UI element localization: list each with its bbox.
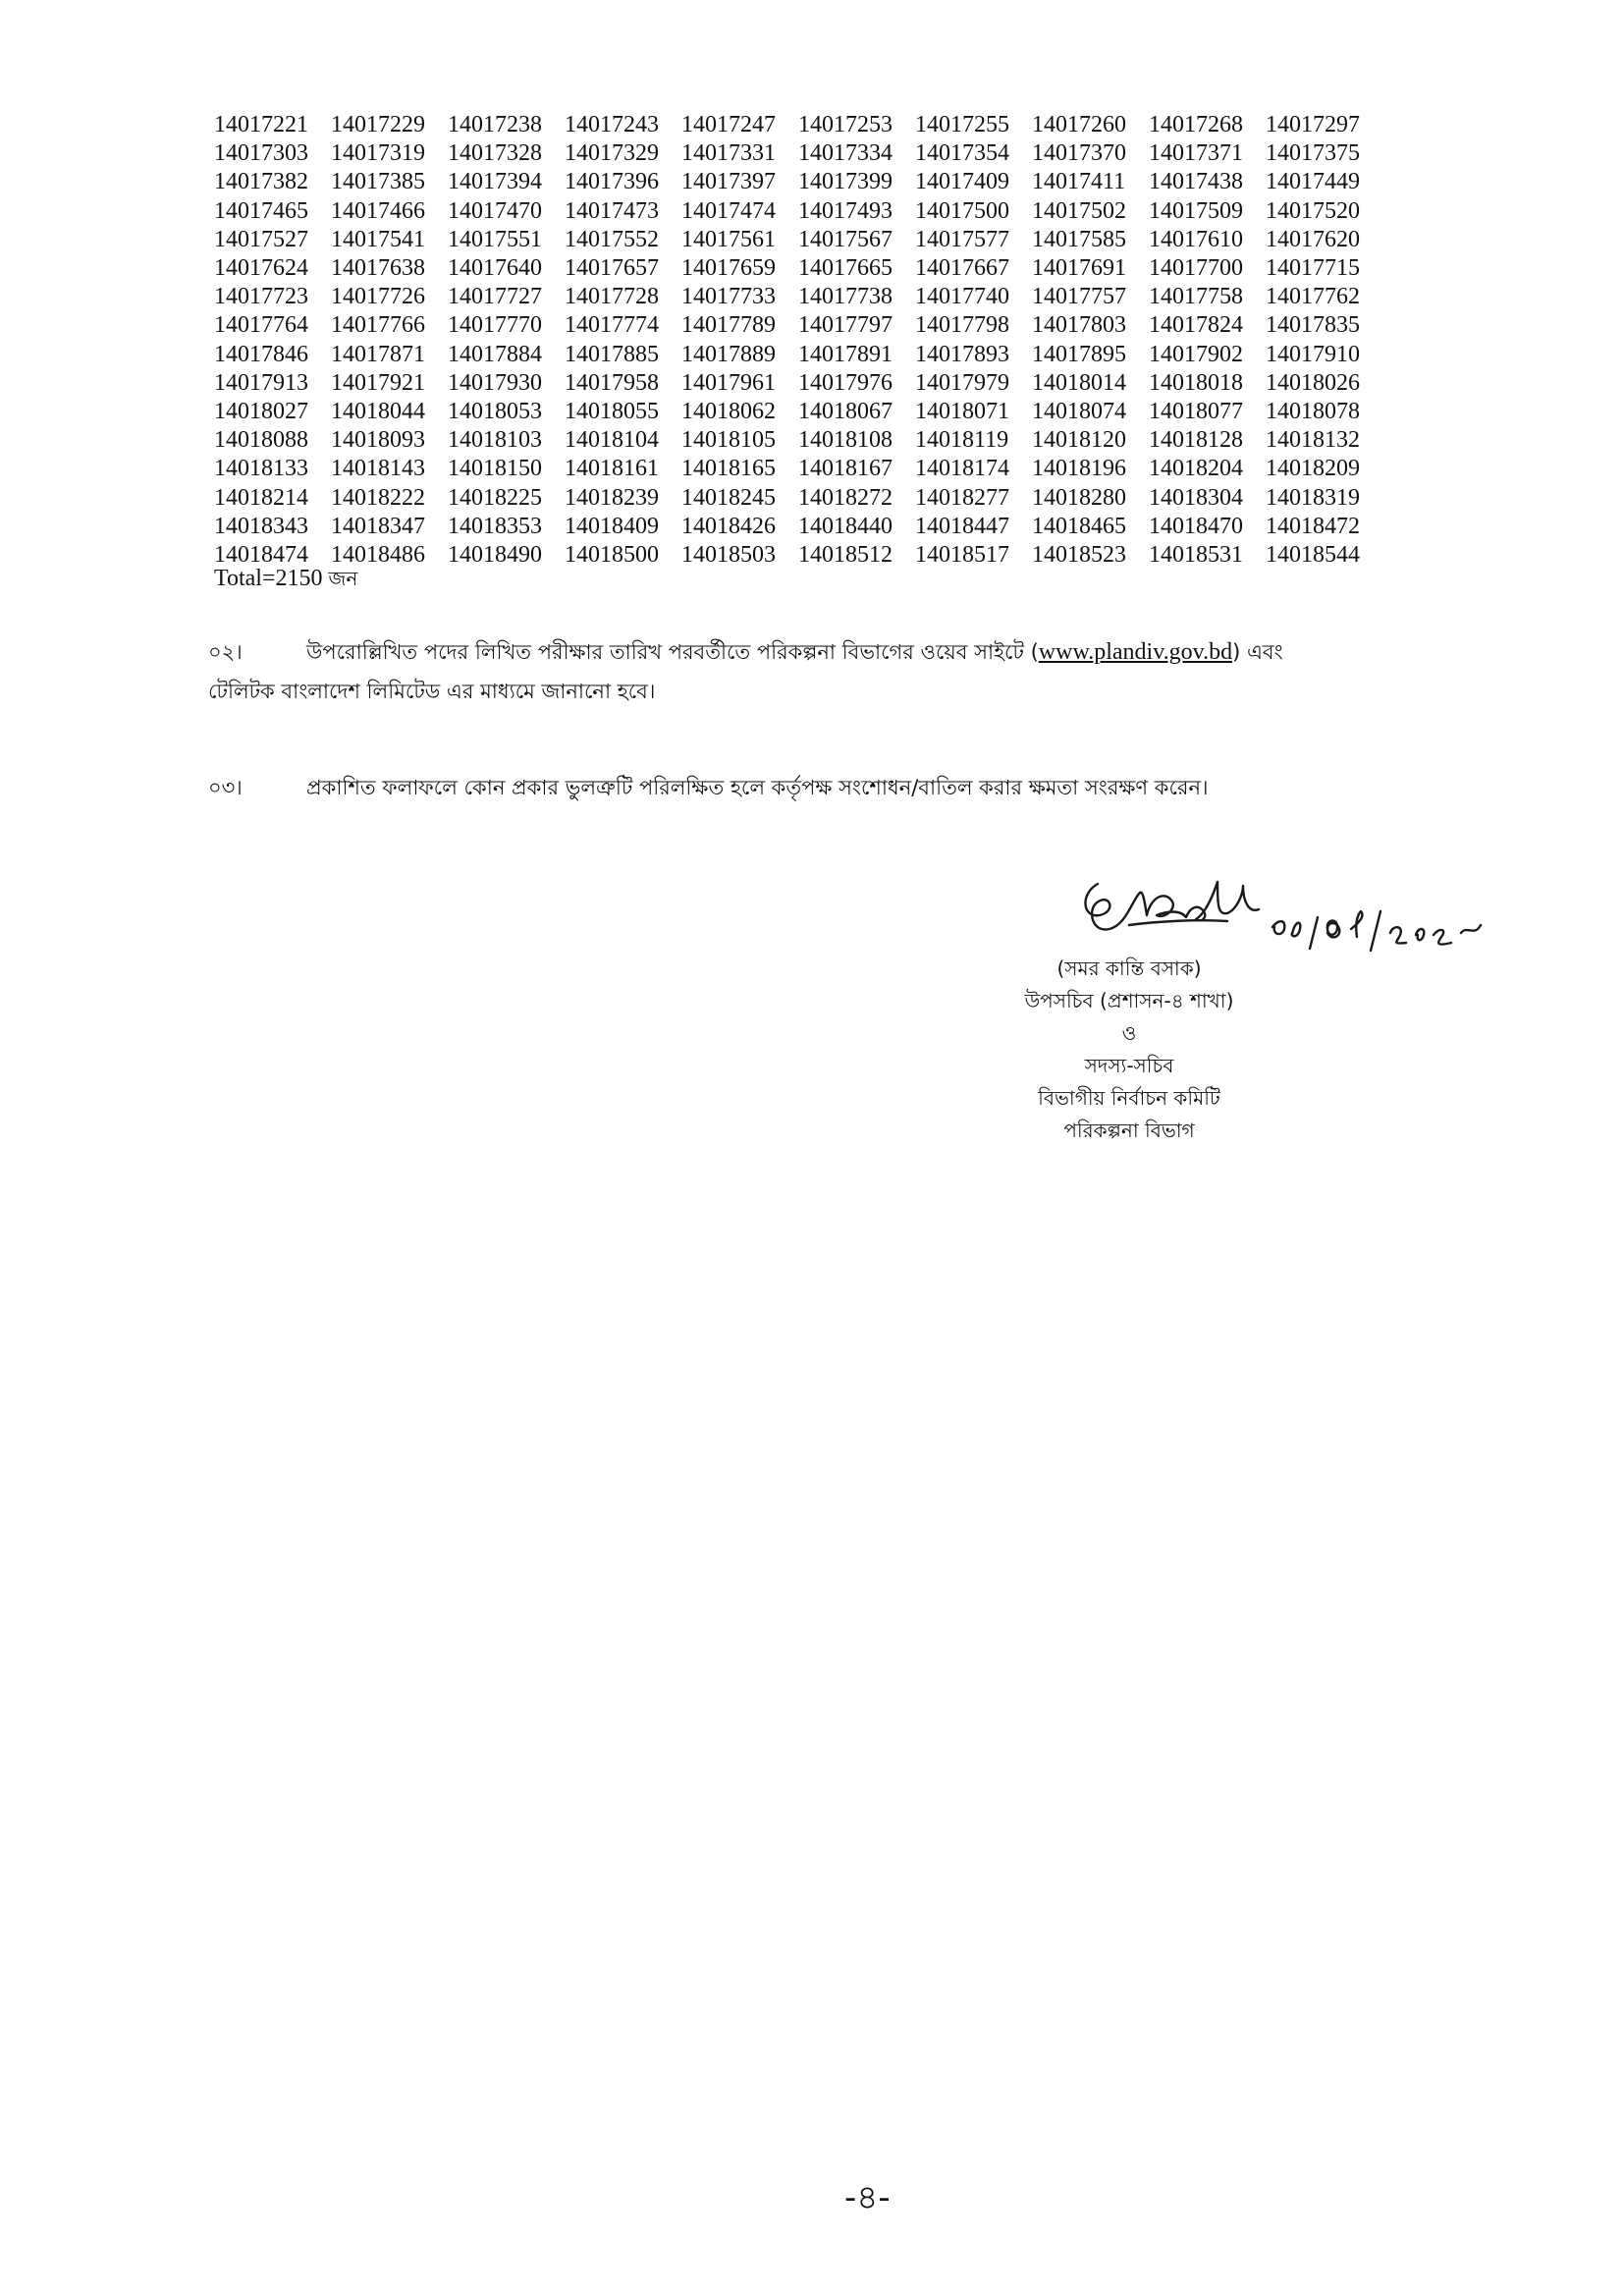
paragraph-2-text-after: ) এবং [1232, 640, 1283, 664]
roll-number-cell: 14017893 [915, 341, 1009, 367]
roll-number-cell: 14018055 [565, 399, 659, 425]
roll-number-cell: 14017329 [565, 140, 659, 167]
roll-number-cell: 14018071 [915, 399, 1009, 425]
roll-number-cell: 14018093 [331, 427, 425, 454]
roll-number-cell: 14017728 [565, 284, 659, 310]
roll-number-cell: 14017624 [214, 255, 308, 282]
roll-number-cell: 14018531 [1149, 542, 1243, 569]
roll-number-cell: 14018272 [798, 484, 893, 511]
roll-number-cell: 14017438 [1149, 169, 1243, 195]
roll-number-cell: 14017527 [214, 226, 308, 252]
roll-number-cell: 14017885 [565, 341, 659, 367]
roll-number-cell: 14018214 [214, 484, 308, 511]
roll-number-cell: 14017334 [798, 140, 893, 167]
roll-number-cell: 14017958 [565, 369, 659, 396]
roll-number-cell: 14018503 [681, 542, 776, 569]
roll-number-cell: 14017891 [798, 341, 893, 367]
roll-number-cell: 14018103 [448, 427, 542, 454]
table-row [214, 398, 1382, 426]
roll-number-cell: 14018196 [1032, 456, 1126, 482]
roll-number-cell: 14017375 [1266, 140, 1360, 167]
roll-number-cell: 14018409 [565, 513, 659, 539]
table-row [214, 541, 1382, 570]
roll-number-cell: 14017961 [681, 369, 776, 396]
roll-number-cell: 14018165 [681, 456, 776, 482]
roll-number-cell: 14017397 [681, 169, 776, 195]
roll-number-cell: 14018161 [565, 456, 659, 482]
roll-number-cell: 14018044 [331, 399, 425, 425]
roll-number-cell: 14017470 [448, 197, 542, 224]
roll-number-cell: 14017567 [798, 226, 893, 252]
roll-number-cell: 14018120 [1032, 427, 1126, 454]
table-row [214, 226, 1382, 254]
roll-number-cell: 14017385 [331, 169, 425, 195]
roll-number-cell: 14018108 [798, 427, 893, 454]
roll-number-table-body [214, 111, 1382, 570]
roll-number-cell: 14017733 [681, 284, 776, 310]
roll-number-cell: 14018277 [915, 484, 1009, 511]
roll-number-cell: 14017610 [1149, 226, 1243, 252]
roll-number-cell: 14017331 [681, 140, 776, 167]
roll-number-cell: 14018544 [1266, 542, 1360, 569]
roll-number-cell: 14017243 [565, 112, 659, 137]
roll-number-cell: 14018150 [448, 456, 542, 482]
roll-number-cell: 14017774 [565, 312, 659, 339]
roll-number-cell: 14017394 [448, 169, 542, 195]
roll-number-cell: 14017253 [798, 112, 893, 137]
roll-number-cell: 14017396 [565, 169, 659, 195]
roll-number-cell: 14018014 [1032, 369, 1126, 396]
table-row [214, 283, 1382, 311]
roll-number-cell: 14018132 [1266, 427, 1360, 454]
roll-number-cell: 14018465 [1032, 513, 1126, 539]
roll-number-cell: 14017577 [915, 226, 1009, 252]
table-row [214, 111, 1382, 139]
table-row [214, 168, 1382, 196]
roll-number-cell: 14018119 [915, 427, 1009, 454]
table-row [214, 139, 1382, 168]
roll-number-cell: 14017921 [331, 369, 425, 396]
roll-number-cell: 14017979 [915, 369, 1009, 396]
roll-number-cell: 14018027 [214, 399, 308, 425]
roll-number-cell: 14017757 [1032, 284, 1126, 310]
total-count: Total=2150 [214, 566, 323, 591]
roll-number-cell: 14017500 [915, 197, 1009, 224]
roll-number-cell: 14017727 [448, 284, 542, 310]
page-number: -৪- [844, 2178, 891, 2217]
roll-number-cell: 14018486 [331, 542, 425, 569]
roll-number-cell: 14017328 [448, 140, 542, 167]
roll-number-cell: 14018128 [1149, 427, 1243, 454]
roll-number-cell: 14017762 [1266, 284, 1360, 310]
roll-number-cell: 14017229 [331, 112, 425, 137]
roll-number-cell: 14018167 [798, 456, 893, 482]
roll-number-cell: 14017561 [681, 226, 776, 252]
roll-number-cell: 14018239 [565, 484, 659, 511]
table-row [214, 426, 1382, 455]
roll-number-cell: 14017770 [448, 312, 542, 339]
roll-number-cell: 14017895 [1032, 341, 1126, 367]
roll-number-cell: 14017824 [1149, 312, 1243, 339]
roll-number-cell: 14018474 [214, 542, 308, 569]
roll-number-cell: 14018074 [1032, 399, 1126, 425]
roll-number-cell: 14018319 [1266, 484, 1360, 511]
roll-number-cell: 14017541 [331, 226, 425, 252]
signatory-committee: বিভাগীয় নির্বাচন কমিটি [1038, 1086, 1220, 1110]
signatory-division: পরিকল্পনা বিভাগ [1063, 1119, 1195, 1142]
signatory-block [923, 953, 1335, 1147]
roll-number-cell: 14018426 [681, 513, 776, 539]
roll-number-cell: 14018490 [448, 542, 542, 569]
roll-number-cell: 14017740 [915, 284, 1009, 310]
roll-number-cell: 14017502 [1032, 197, 1126, 224]
roll-number-cell: 14017474 [681, 197, 776, 224]
roll-number-table [214, 111, 1382, 570]
roll-number-cell: 14017221 [214, 112, 308, 137]
roll-number-cell: 14018523 [1032, 542, 1126, 569]
roll-number-cell: 14017691 [1032, 255, 1126, 282]
roll-number-cell: 14017509 [1149, 197, 1243, 224]
roll-number-cell: 14018018 [1149, 369, 1243, 396]
roll-number-cell: 14017640 [448, 255, 542, 282]
roll-number-cell: 14017268 [1149, 112, 1243, 137]
roll-number-cell: 14018245 [681, 484, 776, 511]
signatory-conjunction: ও [1121, 1021, 1137, 1045]
roll-number-cell: 14017247 [681, 112, 776, 137]
roll-number-cell: 14018470 [1149, 513, 1243, 539]
roll-number-cell: 14018088 [214, 427, 308, 454]
roll-number-cell: 14018143 [331, 456, 425, 482]
roll-number-cell: 14017913 [214, 369, 308, 396]
roll-number-cell: 14017409 [915, 169, 1009, 195]
roll-number-cell: 14018026 [1266, 369, 1360, 396]
roll-number-cell: 14017399 [798, 169, 893, 195]
plandiv-website-link[interactable]: www.plandiv.gov.bd [1038, 639, 1233, 665]
paragraph-2-text: উপরোল্লিখিত পদের লিখিত পরীক্ষার তারিখ পরবর্তীতে পরিকল্পনা বিভাগের ওয়েব সাইটে ( [306, 640, 1039, 664]
roll-number-cell: 14018280 [1032, 484, 1126, 511]
roll-number-cell: 14018062 [681, 399, 776, 425]
roll-number-cell: 14017466 [331, 197, 425, 224]
roll-number-cell: 14017764 [214, 312, 308, 339]
paragraph-3-number: ০৩। [208, 776, 243, 799]
roll-number-cell: 14017846 [214, 341, 308, 367]
roll-number-cell: 14017798 [915, 312, 1009, 339]
roll-number-cell: 14017889 [681, 341, 776, 367]
roll-number-cell: 14017797 [798, 312, 893, 339]
roll-number-cell: 14017520 [1266, 197, 1360, 224]
roll-number-cell: 14018517 [915, 542, 1009, 569]
roll-number-cell: 14018105 [681, 427, 776, 454]
roll-number-cell: 14017585 [1032, 226, 1126, 252]
roll-number-cell: 14017465 [214, 197, 308, 224]
roll-number-cell: 14017411 [1032, 169, 1126, 195]
roll-number-cell: 14017910 [1266, 341, 1360, 367]
roll-number-cell: 14017700 [1149, 255, 1243, 282]
paragraph-3 [208, 768, 1455, 807]
table-row [214, 254, 1382, 283]
roll-number-cell: 14018053 [448, 399, 542, 425]
roll-number-cell: 14017260 [1032, 112, 1126, 137]
paragraph-3-text: প্রকাশিত ফলাফলে কোন প্রকার ভুলত্রুটি পরিলক্ষিত হলে কর্তৃপক্ষ সংশোধন/বাতিল করার ক্ষমতা সংরক্ষণ করেন। [306, 776, 1209, 799]
roll-number-cell: 14017726 [331, 284, 425, 310]
roll-number-cell: 14017723 [214, 284, 308, 310]
roll-number-cell: 14017238 [448, 112, 542, 137]
roll-number-cell: 14017976 [798, 369, 893, 396]
signatory-designation: উপসচিব (প্রশাসন-৪ শাখা) [1024, 989, 1234, 1012]
roll-number-cell: 14017884 [448, 341, 542, 367]
roll-number-cell: 14017766 [331, 312, 425, 339]
roll-number-cell: 14017665 [798, 255, 893, 282]
roll-number-cell: 14018512 [798, 542, 893, 569]
roll-number-cell: 14017803 [1032, 312, 1126, 339]
total-unit: জন [328, 567, 358, 590]
roll-number-cell: 14018225 [448, 484, 542, 511]
roll-number-cell: 14017297 [1266, 112, 1360, 137]
roll-number-cell: 14017715 [1266, 255, 1360, 282]
roll-number-cell: 14018440 [798, 513, 893, 539]
roll-number-cell: 14018304 [1149, 484, 1243, 511]
roll-number-cell: 14018347 [331, 513, 425, 539]
roll-number-cell: 14017638 [331, 255, 425, 282]
roll-number-cell: 14017871 [331, 341, 425, 367]
roll-number-cell: 14018500 [565, 542, 659, 569]
roll-number-cell: 14018077 [1149, 399, 1243, 425]
roll-number-cell: 14018133 [214, 456, 308, 482]
roll-number-cell: 14018204 [1149, 456, 1243, 482]
roll-number-cell: 14018174 [915, 456, 1009, 482]
roll-number-cell: 14018067 [798, 399, 893, 425]
paragraph-2 [208, 632, 1455, 711]
roll-number-cell: 14017659 [681, 255, 776, 282]
paragraph-2-line-2: টেলিটক বাংলাদেশ লিমিটেড এর মাধ্যমে জানানো হবে। [208, 680, 656, 703]
table-row [214, 369, 1382, 398]
roll-number-cell: 14017382 [214, 169, 308, 195]
roll-number-cell: 14017657 [565, 255, 659, 282]
roll-number-cell: 14018353 [448, 513, 542, 539]
roll-number-cell: 14018472 [1266, 513, 1360, 539]
total-line [214, 565, 357, 597]
signatory-role: সদস্য-সচিব [1084, 1054, 1174, 1077]
table-row [214, 197, 1382, 226]
roll-number-cell: 14017354 [915, 140, 1009, 167]
roll-number-cell: 14017449 [1266, 169, 1360, 195]
roll-number-cell: 14018222 [331, 484, 425, 511]
table-row [214, 341, 1382, 369]
signatory-name: (সমর কান্তি বসাক) [1056, 957, 1202, 980]
roll-number-cell: 14017758 [1149, 284, 1243, 310]
roll-number-cell: 14017303 [214, 140, 308, 167]
roll-number-cell: 14017493 [798, 197, 893, 224]
table-row [214, 513, 1382, 541]
roll-number-cell: 14017620 [1266, 226, 1360, 252]
roll-number-cell: 14017835 [1266, 312, 1360, 339]
roll-number-cell: 14017552 [565, 226, 659, 252]
roll-number-cell: 14018104 [565, 427, 659, 454]
table-row [214, 311, 1382, 340]
roll-number-cell: 14017371 [1149, 140, 1243, 167]
roll-number-cell: 14017473 [565, 197, 659, 224]
roll-number-cell: 14017902 [1149, 341, 1243, 367]
roll-number-cell: 14017319 [331, 140, 425, 167]
roll-number-cell: 14018078 [1266, 399, 1360, 425]
roll-number-cell: 14017551 [448, 226, 542, 252]
roll-number-cell: 14017789 [681, 312, 776, 339]
table-row [214, 484, 1382, 513]
table-row [214, 455, 1382, 483]
roll-number-cell: 14017667 [915, 255, 1009, 282]
roll-number-cell: 14018447 [915, 513, 1009, 539]
roll-number-cell: 14017255 [915, 112, 1009, 137]
roll-number-cell: 14018343 [214, 513, 308, 539]
roll-number-cell: 14018209 [1266, 456, 1360, 482]
roll-number-cell: 14017738 [798, 284, 893, 310]
paragraph-2-number: ০২। [208, 640, 243, 664]
roll-number-cell: 14017370 [1032, 140, 1126, 167]
roll-number-cell: 14017930 [448, 369, 542, 396]
